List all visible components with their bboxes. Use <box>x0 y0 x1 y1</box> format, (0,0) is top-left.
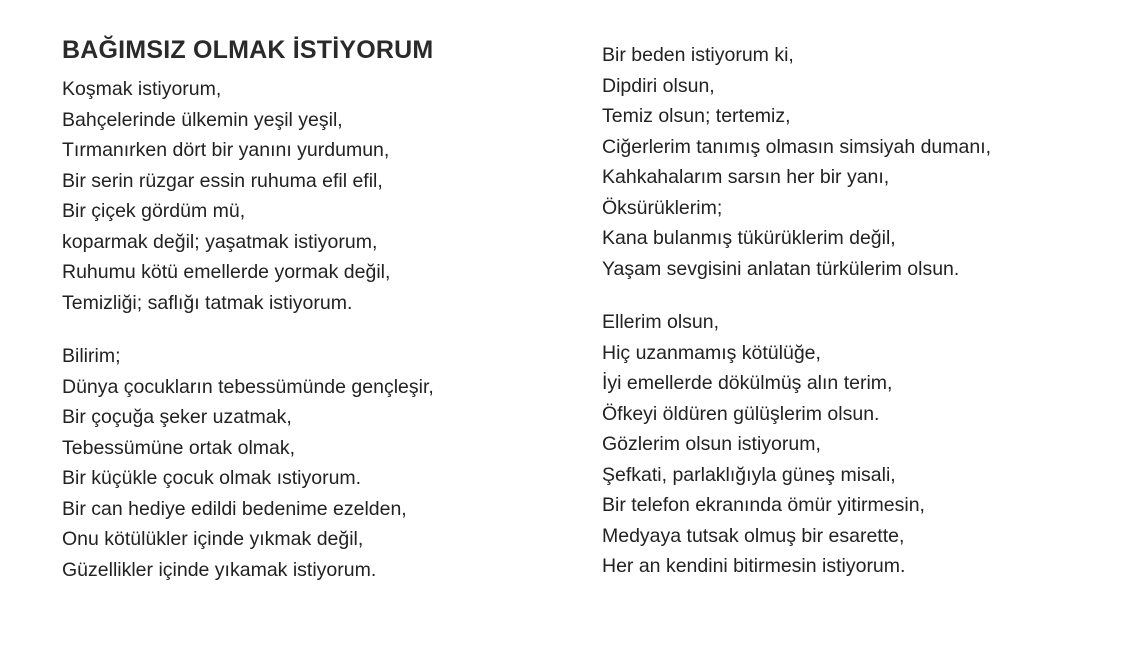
poem-line: Bir can hediye edildi bedenime ezelden, <box>62 497 407 520</box>
poem-line: Bilirim; <box>62 345 121 367</box>
poem-line: Temizliği; saflığı tatmak istiyorum. <box>62 291 353 314</box>
poem-line: Medyaya tutsak olmuş bir esarette, <box>602 524 905 547</box>
stanza <box>62 74 434 318</box>
poem-line: Ciğerlerim tanımış olmasın simsiyah dumanı, <box>602 135 992 158</box>
stanza <box>62 341 434 585</box>
poem-line: Bahçelerinde ülkemin yeşil yeşil, <box>62 108 343 131</box>
poem-line: Tırmanırken dört bir yanını yurdumun, <box>62 139 390 161</box>
poem-line: Yaşam sevgisini anlatan türkülerim olsun. <box>602 257 960 280</box>
poem-title: BAĞIMSIZ OLMAK İSTİYORUM <box>62 36 434 64</box>
left-column <box>62 74 434 585</box>
right-column <box>602 40 991 582</box>
stanza <box>602 307 991 582</box>
poem-line: Hiç uzanmamış kötülüğe, <box>602 341 821 364</box>
poem-line: Bir telefon ekranında ömür yitirmesin, <box>602 494 925 516</box>
poem-line: Her an kendini bitirmesin istiyorum. <box>602 555 906 577</box>
poem-line: Şefkati, parlaklığıyla güneş misali, <box>602 463 896 486</box>
poem-line: Kana bulanmış tükürüklerim değil, <box>602 227 896 249</box>
poem-line: İyi emellerde dökülmüş alın terim, <box>602 372 893 394</box>
poem-line: Bir küçükle çocuk olmak ıstiyorum. <box>62 467 362 489</box>
poem-line: Kahkahalarım sarsın her bir yanı, <box>602 166 890 188</box>
poem-line: Bir serin rüzgar essin ruhuma efil efil, <box>62 169 383 192</box>
poem-line: Öksürüklerim; <box>602 196 723 219</box>
poem-line: Koşmak istiyorum, <box>62 78 222 100</box>
poem-line: Tebessümüne ortak olmak, <box>62 436 296 459</box>
poem-line: Temiz olsun; tertemiz, <box>602 105 791 127</box>
poem-line: Ellerim olsun, <box>602 311 720 333</box>
poem-line: Öfkeyi öldüren gülüşlerim olsun. <box>602 402 880 425</box>
poem-line: Bir çiçek gördüm mü, <box>62 200 246 222</box>
poem-line: Güzellikler içinde yıkamak istiyorum. <box>62 558 377 581</box>
poem-line: Dipdiri olsun, <box>602 74 715 97</box>
poem-line: Bir çoçuğa şeker uzatmak, <box>62 406 292 428</box>
poem-line: Onu kötülükler içinde yıkmak değil, <box>62 528 364 550</box>
poem-line: koparmak değil; yaşatmak istiyorum, <box>62 230 378 253</box>
poem-line: Bir beden istiyorum ki, <box>602 44 794 66</box>
stanza <box>602 40 991 284</box>
poem-line: Ruhumu kötü emellerde yormak değil, <box>62 261 391 283</box>
poem-line: Gözlerim olsun istiyorum, <box>602 433 821 455</box>
poem-line: Dünya çocukların tebessümünde gençleşir, <box>62 375 434 398</box>
